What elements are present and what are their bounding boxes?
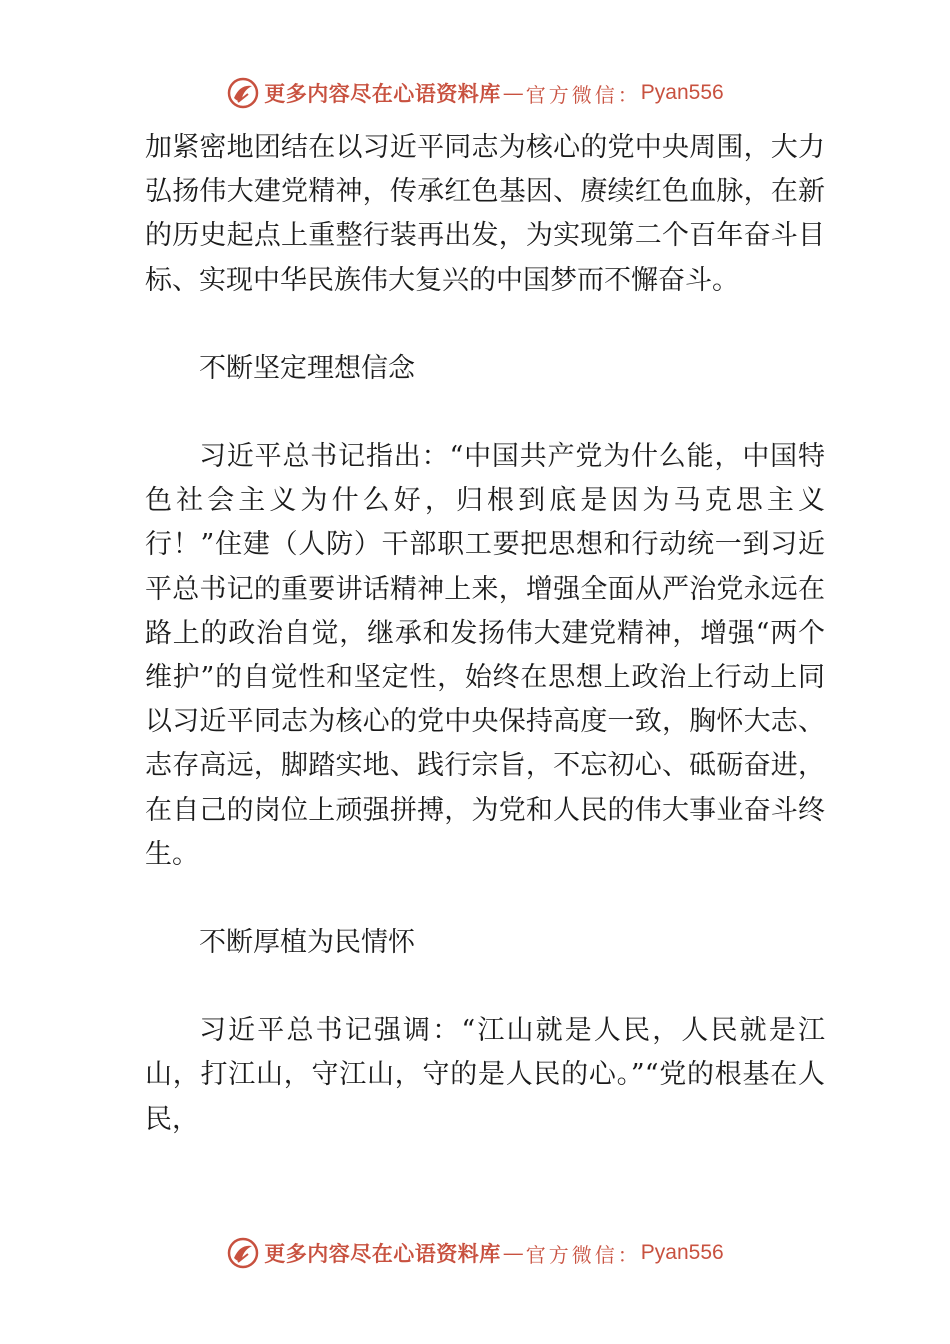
header-banner xyxy=(0,73,950,113)
section-heading-1: 不断坚定理想信念 xyxy=(199,352,415,384)
banner-wechat-id: Pyan556 xyxy=(640,1241,724,1264)
banner-separator: — xyxy=(502,1241,524,1265)
section-heading-2: 不断厚植为民情怀 xyxy=(199,927,415,959)
banner-brand-text: 更多内容尽在心语资料库 xyxy=(264,82,501,106)
banner-brand-text: 更多内容尽在心语资料库 xyxy=(264,1242,501,1266)
paragraph-gap xyxy=(145,965,825,1009)
banner-wechat-id: Pyan556 xyxy=(640,81,724,104)
red-swirl-logo-icon xyxy=(226,1236,260,1270)
banner-separator: — xyxy=(502,81,524,105)
footer-banner xyxy=(0,1233,950,1273)
paragraph-gap xyxy=(145,303,825,347)
document-body xyxy=(145,126,825,1142)
paragraph-gap xyxy=(145,877,825,921)
body-paragraph-1: 习近平总书记指出：“中国共产党为什么能，中国特色社会主义为什么好，归根到底是因为马克思主义行！”住建（人防）干部职工要把思想和行动统一到习近平总书记的重要讲话精神上来，增强全面从严治党永远在路上的政治自觉，继承和发扬伟大建党精神，增强“两个维护”的自觉性和坚定性，始终在思想上政治上行动上同以习近平同志为核心的党中央保持高度一致，胸怀大志、志存高远，脚踏实地、践行宗旨，不忘初心、砥砺奋进，在自己的岗位上顽强拼搏，为党和人民的伟大事业奋斗终生。 xyxy=(145,441,825,870)
paragraph-gap xyxy=(145,391,825,435)
intro-paragraph: 加紧密地团结在以习近平同志为核心的党中央周围，大力弘扬伟大建党精神，传承红色基因、赓续红色血脉，在新的历史起点上重整行装再出发，为实现第二个百年奋斗目标、实现中华民族伟大复兴的中国梦而不懈奋斗。 xyxy=(145,132,825,296)
body-paragraph-2: 习近平总书记强调：“江山就是人民，人民就是江山，打江山，守江山，守的是人民的心。”“党的根基在人民， xyxy=(145,1015,825,1135)
banner-official-label: 官方微信： xyxy=(525,82,641,107)
red-swirl-logo-icon xyxy=(226,76,260,110)
banner-official-label: 官方微信： xyxy=(525,1242,641,1267)
